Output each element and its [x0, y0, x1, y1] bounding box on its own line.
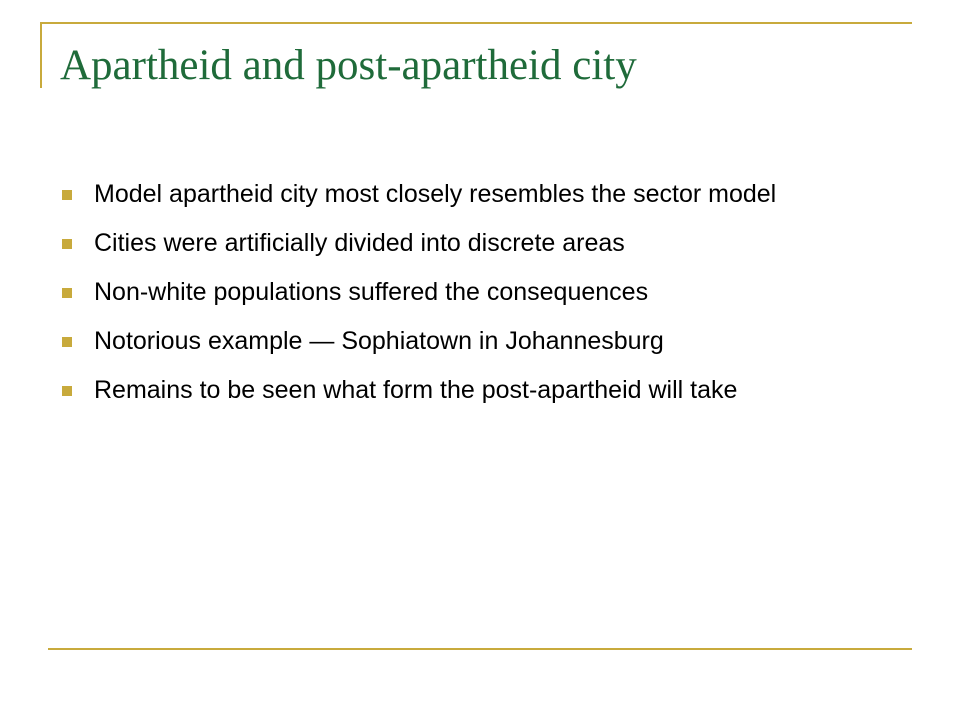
bullet-list: [62, 178, 882, 423]
square-bullet-icon: [62, 337, 72, 347]
square-bullet-icon: [62, 190, 72, 200]
slide-title: Apartheid and post-apartheid city: [60, 42, 637, 89]
bullet-text: Non-white populations suffered the consequences: [94, 278, 649, 306]
square-bullet-icon: [62, 386, 72, 396]
bullet-item: [62, 227, 882, 259]
top-border-line: [40, 22, 912, 24]
bullet-text: Cities were artificially divided into discrete areas: [94, 229, 625, 257]
square-bullet-icon: [62, 239, 72, 249]
bullet-item: [62, 276, 882, 308]
bullet-text: Notorious example — Sophiatown in Johannesburg: [94, 327, 664, 355]
bottom-border-line: [48, 648, 912, 650]
bullet-item: [62, 325, 882, 357]
square-bullet-icon: [62, 288, 72, 298]
left-border-line: [40, 22, 42, 88]
bullet-text: Remains to be seen what form the post-apartheid will take: [94, 376, 738, 404]
bullet-text: Model apartheid city most closely resembles the sector model: [94, 180, 777, 208]
bullet-item: [62, 374, 882, 406]
bullet-item: [62, 178, 882, 210]
